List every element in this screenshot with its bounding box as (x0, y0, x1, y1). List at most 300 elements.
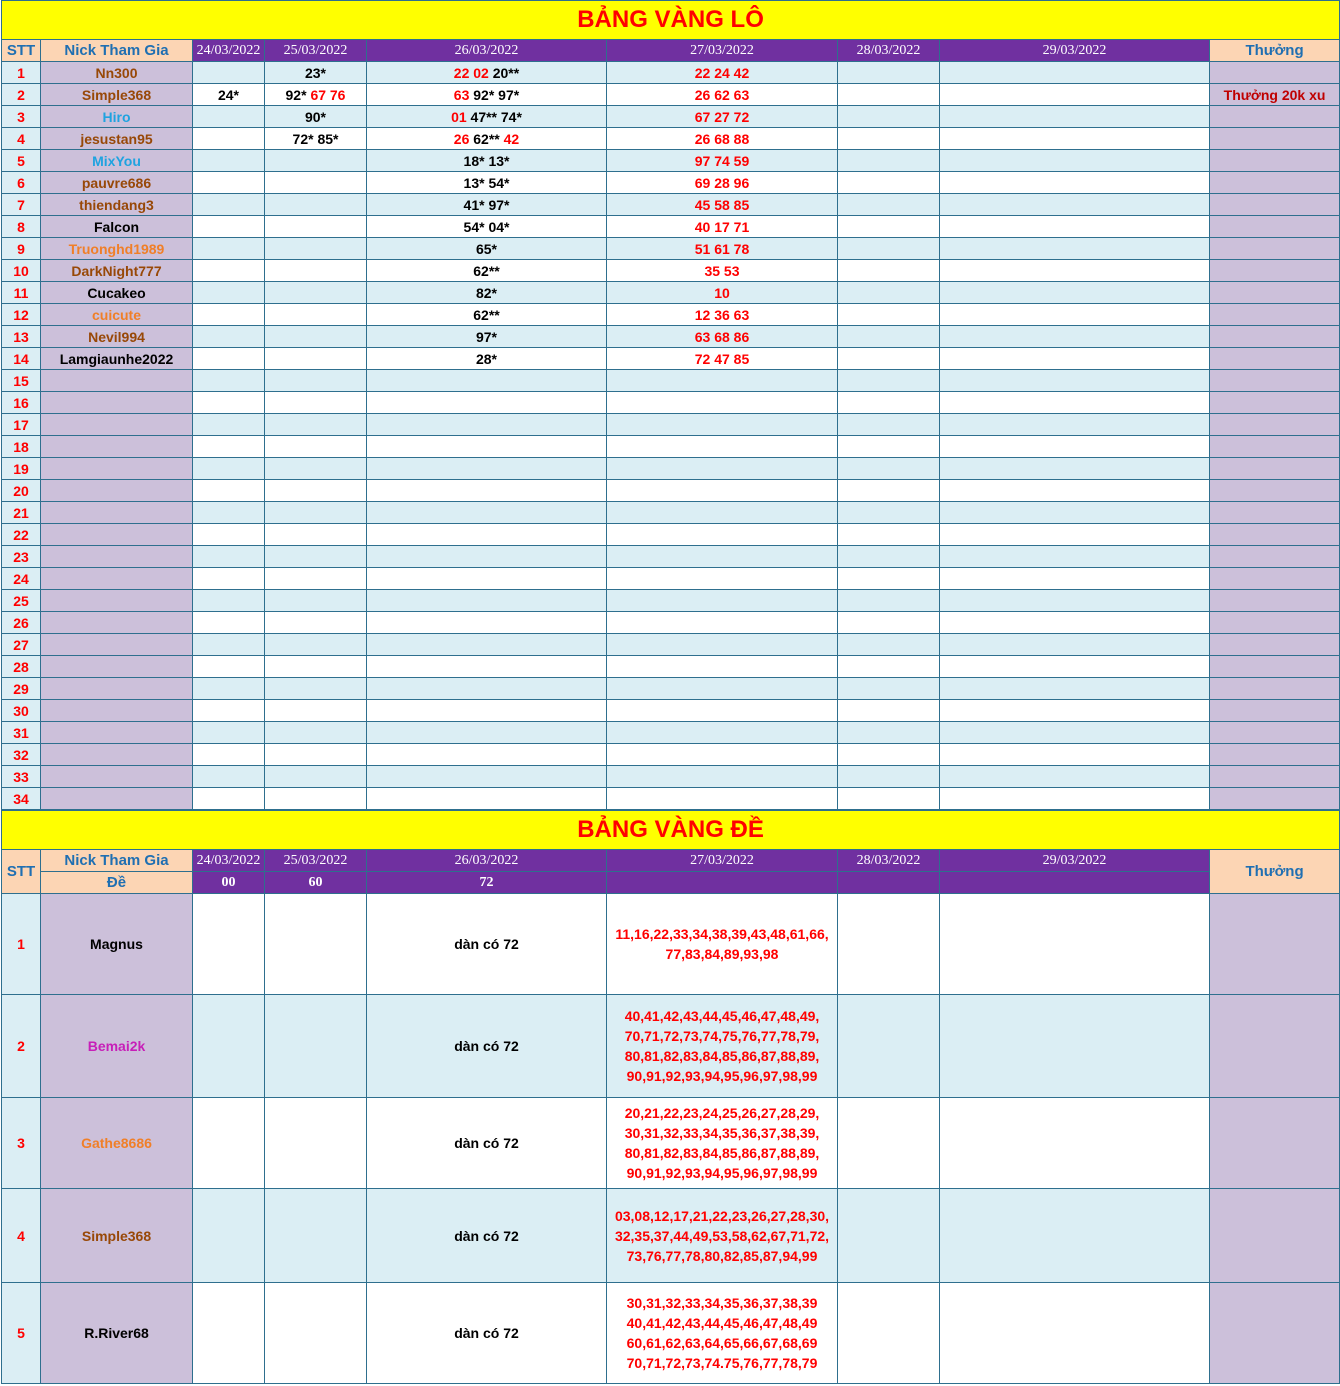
row-date-cell (367, 546, 607, 568)
table-row (2, 590, 1340, 612)
row-date-cell (193, 788, 265, 810)
table-row (2, 172, 1340, 194)
row-date-cell (607, 524, 838, 546)
row-date-cell (265, 995, 367, 1098)
row-date-cell (193, 524, 265, 546)
number-line: 77,83,84,89,93,98 (665, 946, 779, 962)
cell-number: 62** (473, 130, 504, 147)
row-date-cell (940, 282, 1210, 304)
row-date-cell (193, 766, 265, 788)
row-date-cell (838, 260, 940, 282)
row-stt: 34 (2, 788, 41, 810)
table-row (2, 995, 1340, 1098)
lo-header-nick: Nick Tham Gia (41, 40, 193, 62)
cell-number: 22 24 42 (694, 64, 750, 81)
table-row (2, 744, 1340, 766)
number-line: 40,41,42,43,44,45,46,47,48,49 (626, 1315, 818, 1331)
row-date-cell (367, 62, 607, 84)
row-date-cell (838, 894, 940, 995)
row-thuong: Thưởng 20k xu (1210, 84, 1340, 106)
row-de-numbers (607, 1189, 838, 1283)
row-thuong (1210, 238, 1340, 260)
row-date-cell (193, 1189, 265, 1283)
row-date-cell (193, 678, 265, 700)
number-line: 70,71,72,73,74,75,76,77,78,79, (624, 1028, 820, 1044)
de-result-2: 60 (265, 872, 367, 894)
row-date-cell (607, 238, 838, 260)
row-date-cell (193, 458, 265, 480)
row-date-cell (193, 568, 265, 590)
row-date-cell (367, 656, 607, 678)
table-row (2, 546, 1340, 568)
cell-number: 18* 13* (463, 152, 510, 169)
row-stt: 24 (2, 568, 41, 590)
row-date-cell (265, 1189, 367, 1283)
de-header-date-1: 24/03/2022 (193, 850, 265, 872)
de-result-4 (607, 872, 838, 894)
row-thuong (1210, 304, 1340, 326)
row-date-cell (265, 502, 367, 524)
row-date-cell (607, 766, 838, 788)
row-date-cell (367, 326, 607, 348)
row-date-cell (607, 282, 838, 304)
row-date-cell (838, 480, 940, 502)
cell-number: 41* 97* (463, 196, 510, 213)
row-stt: 2 (2, 995, 41, 1098)
row-date-cell (838, 1189, 940, 1283)
row-nick (41, 414, 193, 436)
row-date-cell (367, 216, 607, 238)
row-date-cell (193, 995, 265, 1098)
table-row (2, 766, 1340, 788)
lo-header-date-5: 28/03/2022 (838, 40, 940, 62)
table-row (2, 1189, 1340, 1283)
cell-number: 90* (304, 108, 327, 125)
row-date-cell (193, 106, 265, 128)
row-date-cell (838, 172, 940, 194)
table-row (2, 436, 1340, 458)
row-thuong (1210, 634, 1340, 656)
row-thuong (1210, 1189, 1340, 1283)
cell-number: 82* (475, 284, 498, 301)
lo-title: BẢNG VÀNG LÔ (2, 1, 1340, 40)
row-date-cell (607, 502, 838, 524)
row-stt: 17 (2, 414, 41, 436)
row-date-cell (607, 678, 838, 700)
row-nick (41, 392, 193, 414)
row-nick (41, 788, 193, 810)
row-nick: jesustan95 (41, 128, 193, 150)
row-date-cell (193, 414, 265, 436)
table-row (2, 150, 1340, 172)
row-date-cell (940, 304, 1210, 326)
row-date-cell (838, 282, 940, 304)
row-nick: Bemai2k (41, 995, 193, 1098)
row-stt: 20 (2, 480, 41, 502)
row-date-cell (193, 172, 265, 194)
row-date-cell (838, 722, 940, 744)
row-date-cell (367, 172, 607, 194)
row-date-cell (193, 744, 265, 766)
row-nick: Cucakeo (41, 282, 193, 304)
row-nick: Nn300 (41, 62, 193, 84)
row-date-cell (265, 282, 367, 304)
row-date-cell (838, 304, 940, 326)
row-stt: 9 (2, 238, 41, 260)
cell-number: 01 (451, 108, 471, 125)
row-date-cell (367, 524, 607, 546)
row-de-note: dàn có 72 (367, 995, 607, 1098)
row-date-cell (265, 524, 367, 546)
row-date-cell (838, 194, 940, 216)
row-stt: 6 (2, 172, 41, 194)
de-title: BẢNG VÀNG ĐỀ (2, 811, 1340, 850)
row-date-cell (367, 128, 607, 150)
row-date-cell (265, 788, 367, 810)
row-date-cell (940, 260, 1210, 282)
row-thuong (1210, 370, 1340, 392)
cell-number: 13* 54* (463, 174, 510, 191)
cell-number: 20** (492, 64, 520, 81)
row-date-cell (607, 304, 838, 326)
row-thuong (1210, 326, 1340, 348)
row-date-cell (940, 1189, 1210, 1283)
row-thuong (1210, 700, 1340, 722)
row-date-cell (838, 766, 940, 788)
row-nick: thiendang3 (41, 194, 193, 216)
de-table (1, 810, 1340, 1384)
row-stt: 25 (2, 590, 41, 612)
row-date-cell (940, 744, 1210, 766)
row-thuong (1210, 766, 1340, 788)
row-date-cell (607, 788, 838, 810)
row-thuong (1210, 260, 1340, 282)
row-date-cell (367, 700, 607, 722)
row-de-numbers (607, 894, 838, 995)
table-row (2, 392, 1340, 414)
row-date-cell (838, 502, 940, 524)
row-date-cell (838, 546, 940, 568)
row-nick: Hiro (41, 106, 193, 128)
row-date-cell (607, 414, 838, 436)
row-thuong (1210, 678, 1340, 700)
row-date-cell (265, 894, 367, 995)
row-date-cell (940, 238, 1210, 260)
de-header-date-2: 25/03/2022 (265, 850, 367, 872)
row-stt: 1 (2, 894, 41, 995)
row-date-cell (265, 612, 367, 634)
cell-number: 63 (453, 86, 474, 103)
row-date-cell (265, 370, 367, 392)
number-line: 20,21,22,23,24,25,26,27,28,29, (624, 1105, 820, 1121)
row-date-cell (265, 480, 367, 502)
cell-number: 42 (503, 130, 520, 147)
row-nick: Gathe8686 (41, 1098, 193, 1189)
row-nick (41, 612, 193, 634)
row-nick (41, 370, 193, 392)
number-line: 32,35,37,44,49,53,58,62,67,71,72, (614, 1227, 830, 1244)
cell-number: 92* (285, 86, 311, 103)
table-row (2, 788, 1340, 810)
row-date-cell (940, 150, 1210, 172)
row-date-cell (607, 216, 838, 238)
row-date-cell (607, 348, 838, 370)
row-stt: 29 (2, 678, 41, 700)
row-date-cell (367, 590, 607, 612)
cell-number: 26 68 88 (694, 130, 750, 147)
table-row (2, 722, 1340, 744)
cell-number: 65* (475, 240, 498, 257)
cell-number: 67 76 (310, 86, 346, 103)
row-thuong (1210, 458, 1340, 480)
lo-header-date-2: 25/03/2022 (265, 40, 367, 62)
row-date-cell (607, 546, 838, 568)
cell-number: 24* (217, 86, 240, 103)
lo-header-date-6: 29/03/2022 (940, 40, 1210, 62)
row-date-cell (838, 392, 940, 414)
row-thuong (1210, 744, 1340, 766)
row-date-cell (265, 766, 367, 788)
lo-table (1, 0, 1340, 810)
row-date-cell (193, 392, 265, 414)
table-row (2, 238, 1340, 260)
row-date-cell (838, 216, 940, 238)
cell-number: 26 (453, 130, 474, 147)
row-nick (41, 656, 193, 678)
row-stt: 3 (2, 1098, 41, 1189)
cell-number: 62** (473, 262, 500, 279)
row-stt: 30 (2, 700, 41, 722)
row-date-cell (265, 326, 367, 348)
row-date-cell (940, 590, 1210, 612)
row-date-cell (838, 788, 940, 810)
cell-number: 35 53 (704, 262, 740, 279)
row-date-cell (265, 458, 367, 480)
row-date-cell (940, 700, 1210, 722)
row-date-cell (838, 326, 940, 348)
number-line: 30,31,32,33,34,35,36,37,38,39, (624, 1125, 820, 1141)
row-thuong (1210, 722, 1340, 744)
row-date-cell (367, 634, 607, 656)
row-date-cell (367, 370, 607, 392)
row-date-cell (838, 995, 940, 1098)
number-line: 90,91,92,93,94,95,96,97,98,99 (626, 1068, 818, 1084)
row-date-cell (193, 612, 265, 634)
row-nick (41, 568, 193, 590)
cell-number: 22 02 (453, 64, 493, 81)
row-date-cell (607, 370, 838, 392)
row-date-cell (838, 370, 940, 392)
row-nick (41, 590, 193, 612)
row-date-cell (193, 238, 265, 260)
cell-number: 47** 74* (470, 108, 522, 125)
row-date-cell (265, 546, 367, 568)
table-row (2, 414, 1340, 436)
row-date-cell (838, 348, 940, 370)
row-nick: pauvre686 (41, 172, 193, 194)
row-date-cell (838, 744, 940, 766)
row-thuong (1210, 546, 1340, 568)
row-date-cell (838, 634, 940, 656)
de-result-1: 00 (193, 872, 265, 894)
row-date-cell (940, 1098, 1210, 1189)
row-thuong (1210, 282, 1340, 304)
row-date-cell (367, 766, 607, 788)
row-nick: DarkNight777 (41, 260, 193, 282)
cell-number: 62** (473, 306, 500, 323)
row-date-cell (838, 62, 940, 84)
row-date-cell (940, 128, 1210, 150)
row-date-cell (940, 106, 1210, 128)
row-date-cell (607, 84, 838, 106)
cell-number: 45 58 85 (694, 196, 750, 213)
row-date-cell (838, 612, 940, 634)
row-date-cell (940, 612, 1210, 634)
row-date-cell (265, 590, 367, 612)
number-line: 80,81,82,83,84,85,86,87,88,89, (624, 1145, 820, 1161)
table-row (2, 1098, 1340, 1189)
row-date-cell (607, 480, 838, 502)
row-date-cell (193, 1098, 265, 1189)
row-date-cell (367, 348, 607, 370)
row-date-cell (367, 678, 607, 700)
number-line: 03,08,12,17,21,22,23,26,27,28,30, (614, 1207, 830, 1224)
row-date-cell (607, 722, 838, 744)
row-thuong (1210, 150, 1340, 172)
row-date-cell (367, 502, 607, 524)
row-date-cell (193, 656, 265, 678)
row-date-cell (193, 128, 265, 150)
row-date-cell (367, 436, 607, 458)
row-thuong (1210, 590, 1340, 612)
row-stt: 4 (2, 1189, 41, 1283)
row-date-cell (940, 502, 1210, 524)
row-thuong (1210, 894, 1340, 995)
row-thuong (1210, 1098, 1340, 1189)
row-date-cell (838, 458, 940, 480)
row-date-cell (265, 436, 367, 458)
row-date-cell (265, 700, 367, 722)
row-date-cell (265, 216, 367, 238)
row-date-cell (940, 194, 1210, 216)
row-date-cell (607, 392, 838, 414)
row-thuong (1210, 348, 1340, 370)
row-date-cell (838, 128, 940, 150)
table-row (2, 62, 1340, 84)
row-stt: 15 (2, 370, 41, 392)
row-date-cell (940, 172, 1210, 194)
row-de-note: dàn có 72 (367, 1283, 607, 1384)
row-date-cell (193, 502, 265, 524)
number-line: 73,76,77,78,80,82,85,87,94,99 (626, 1247, 818, 1264)
row-thuong (1210, 788, 1340, 810)
table-row (2, 1283, 1340, 1384)
number-line: 11,16,22,33,34,38,39,43,48,61,66, (615, 926, 829, 942)
table-row (2, 502, 1340, 524)
row-date-cell (265, 722, 367, 744)
row-date-cell (265, 656, 367, 678)
row-thuong (1210, 524, 1340, 546)
row-date-cell (940, 392, 1210, 414)
row-date-cell (265, 414, 367, 436)
table-row (2, 700, 1340, 722)
row-thuong (1210, 172, 1340, 194)
row-date-cell (265, 744, 367, 766)
row-nick: Truonghd1989 (41, 238, 193, 260)
row-date-cell (367, 744, 607, 766)
row-date-cell (607, 128, 838, 150)
row-date-cell (193, 194, 265, 216)
row-date-cell (940, 656, 1210, 678)
row-date-cell (838, 590, 940, 612)
row-stt: 3 (2, 106, 41, 128)
row-date-cell (607, 568, 838, 590)
de-header-date-5: 28/03/2022 (838, 850, 940, 872)
de-header-thuong: Thưởng (1210, 850, 1340, 894)
table-row (2, 656, 1340, 678)
row-date-cell (940, 546, 1210, 568)
row-stt: 5 (2, 150, 41, 172)
row-date-cell (607, 744, 838, 766)
row-date-cell (838, 84, 940, 106)
cell-number: 54* 04* (463, 218, 510, 235)
row-date-cell (265, 1283, 367, 1384)
lo-header-thuong: Thưởng (1210, 40, 1340, 62)
row-stt: 10 (2, 260, 41, 282)
number-line: 60,61,62,63,64,65,66,67,68,69 (626, 1335, 818, 1351)
row-date-cell (367, 568, 607, 590)
table-row (2, 326, 1340, 348)
de-result-5 (838, 872, 940, 894)
de-result-3: 72 (367, 872, 607, 894)
table-row (2, 348, 1340, 370)
row-date-cell (265, 1098, 367, 1189)
row-stt: 33 (2, 766, 41, 788)
table-row (2, 634, 1340, 656)
row-date-cell (193, 722, 265, 744)
row-date-cell (193, 216, 265, 238)
row-date-cell (193, 480, 265, 502)
cell-number: 67 27 72 (694, 108, 750, 125)
row-date-cell (838, 436, 940, 458)
row-date-cell (940, 995, 1210, 1098)
row-nick (41, 678, 193, 700)
row-de-note: dàn có 72 (367, 894, 607, 995)
row-thuong (1210, 995, 1340, 1098)
row-date-cell (193, 260, 265, 282)
row-date-cell (193, 304, 265, 326)
row-date-cell (607, 194, 838, 216)
row-date-cell (940, 1283, 1210, 1384)
row-date-cell (838, 700, 940, 722)
row-date-cell (367, 238, 607, 260)
row-stt: 31 (2, 722, 41, 744)
row-date-cell (838, 568, 940, 590)
row-thuong (1210, 568, 1340, 590)
row-date-cell (607, 260, 838, 282)
row-date-cell (193, 282, 265, 304)
row-date-cell (940, 216, 1210, 238)
lo-header-date-4: 27/03/2022 (607, 40, 838, 62)
row-de-numbers (607, 1098, 838, 1189)
row-thuong (1210, 502, 1340, 524)
row-nick: Falcon (41, 216, 193, 238)
table-row (2, 260, 1340, 282)
row-stt: 14 (2, 348, 41, 370)
table-row (2, 568, 1340, 590)
row-date-cell (940, 326, 1210, 348)
row-nick: Lamgiaunhe2022 (41, 348, 193, 370)
